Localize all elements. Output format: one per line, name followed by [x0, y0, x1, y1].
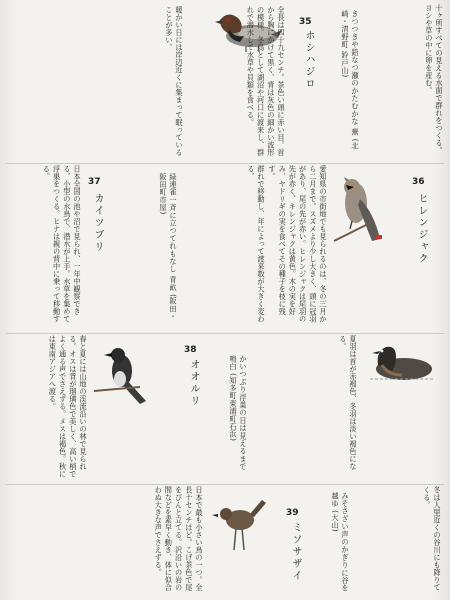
entry-number: 38 [184, 345, 197, 355]
continued-text: 十ヶ所すべての見える水面で群れをつくる。ヨシや草の中に卵を産む。 [424, 4, 444, 154]
entry-38 [0, 335, 450, 485]
description-text: 春と夏には山地の渓流沿いの林で見られる。オスは背が瑠璃色で美しく、高い梢でよく通る声でさえずる。メスは褐色。秋には東南アジアへ渡る。 [48, 335, 88, 478]
description-text: 日本全国の池や沼で見られ、一年中観察できる。小型の水鳥で、潜水が上手。水草を集めて浮巣をつくる。ヒナは親の背中に乗って移動する。 [42, 165, 82, 323]
section-divider [6, 484, 444, 485]
blue-flycatcher-illustration [92, 339, 152, 411]
description-text: 群れで移動し、年によって渡来数が大きく変わる。 [246, 165, 266, 323]
section-divider [6, 333, 444, 334]
bird-name: オオルリ [188, 359, 199, 407]
description-text: 愛知県の市街地でも見られるのは、冬の三月から二月まで。スズメより少し大きく、頭に冠羽があり、尾の先が赤い。ヒレンジャクは尾羽の先が赤く、キレンジャクは黄色。木の実を好み、ヤドリギの実を食べてその種子を枝に残す。 [267, 165, 328, 323]
entry-39 [0, 486, 450, 600]
haiku: 緑連雀一斉に立つてれもなし 青畝 (阪田・阪田町市屋) [159, 173, 178, 321]
entry-number: 37 [88, 177, 101, 187]
haiku: きつつきや鉛なつ瀬のかたむかな 蕪 (北崎・清野町 鈴戸山) [341, 10, 360, 150]
bird-name: カイツブリ [92, 193, 103, 253]
entry-number: 36 [412, 177, 425, 187]
bird-name: ホシハジロ [303, 30, 314, 90]
entry-number: 35 [299, 17, 312, 27]
bird-name: ヒレンジャク [416, 193, 427, 265]
description-text: 暖かい日には岸辺近くに集まって眠っていることが多い。 [164, 6, 184, 156]
entry-number: 39 [286, 508, 299, 518]
waxwing-illustration [330, 169, 390, 253]
entry-35 [0, 0, 450, 165]
grebe-illustration [360, 339, 438, 387]
description-text: 全長は四十九センチ。茶色い頭に赤い目。首から胸にかけて黒く、背は灰色の細かい波形の模様。冬鳥として湖沼や河口に渡来し、群れで潜水して水草や貝類を食べる。 [246, 6, 286, 156]
haiku: かいつぶり浮巣の日は見えるまで 鳴白 (知多町東浦町石浜) [229, 355, 248, 471]
bird-name: ミソサザイ [290, 522, 301, 582]
wren-illustration [210, 496, 274, 556]
haiku: みそさざい声のかぎりに谷を越ゆ (大山) [331, 492, 350, 593]
description-text: 夏羽は首が赤褐色、冬羽は淡い褐色になる。 [338, 335, 358, 470]
description-text: 日本で最も小さい鳥の一つ。全長十センチほど。こげ茶色で尾をぴんと立てる。沢沿いの岩の間などを素早く動き、体に似合わぬ大きな声でさえずる。 [154, 486, 204, 591]
section-divider [6, 163, 444, 164]
entry-36 [0, 165, 450, 335]
description-text: 冬は人里近くの谷川にも降りてくる。 [422, 486, 442, 591]
